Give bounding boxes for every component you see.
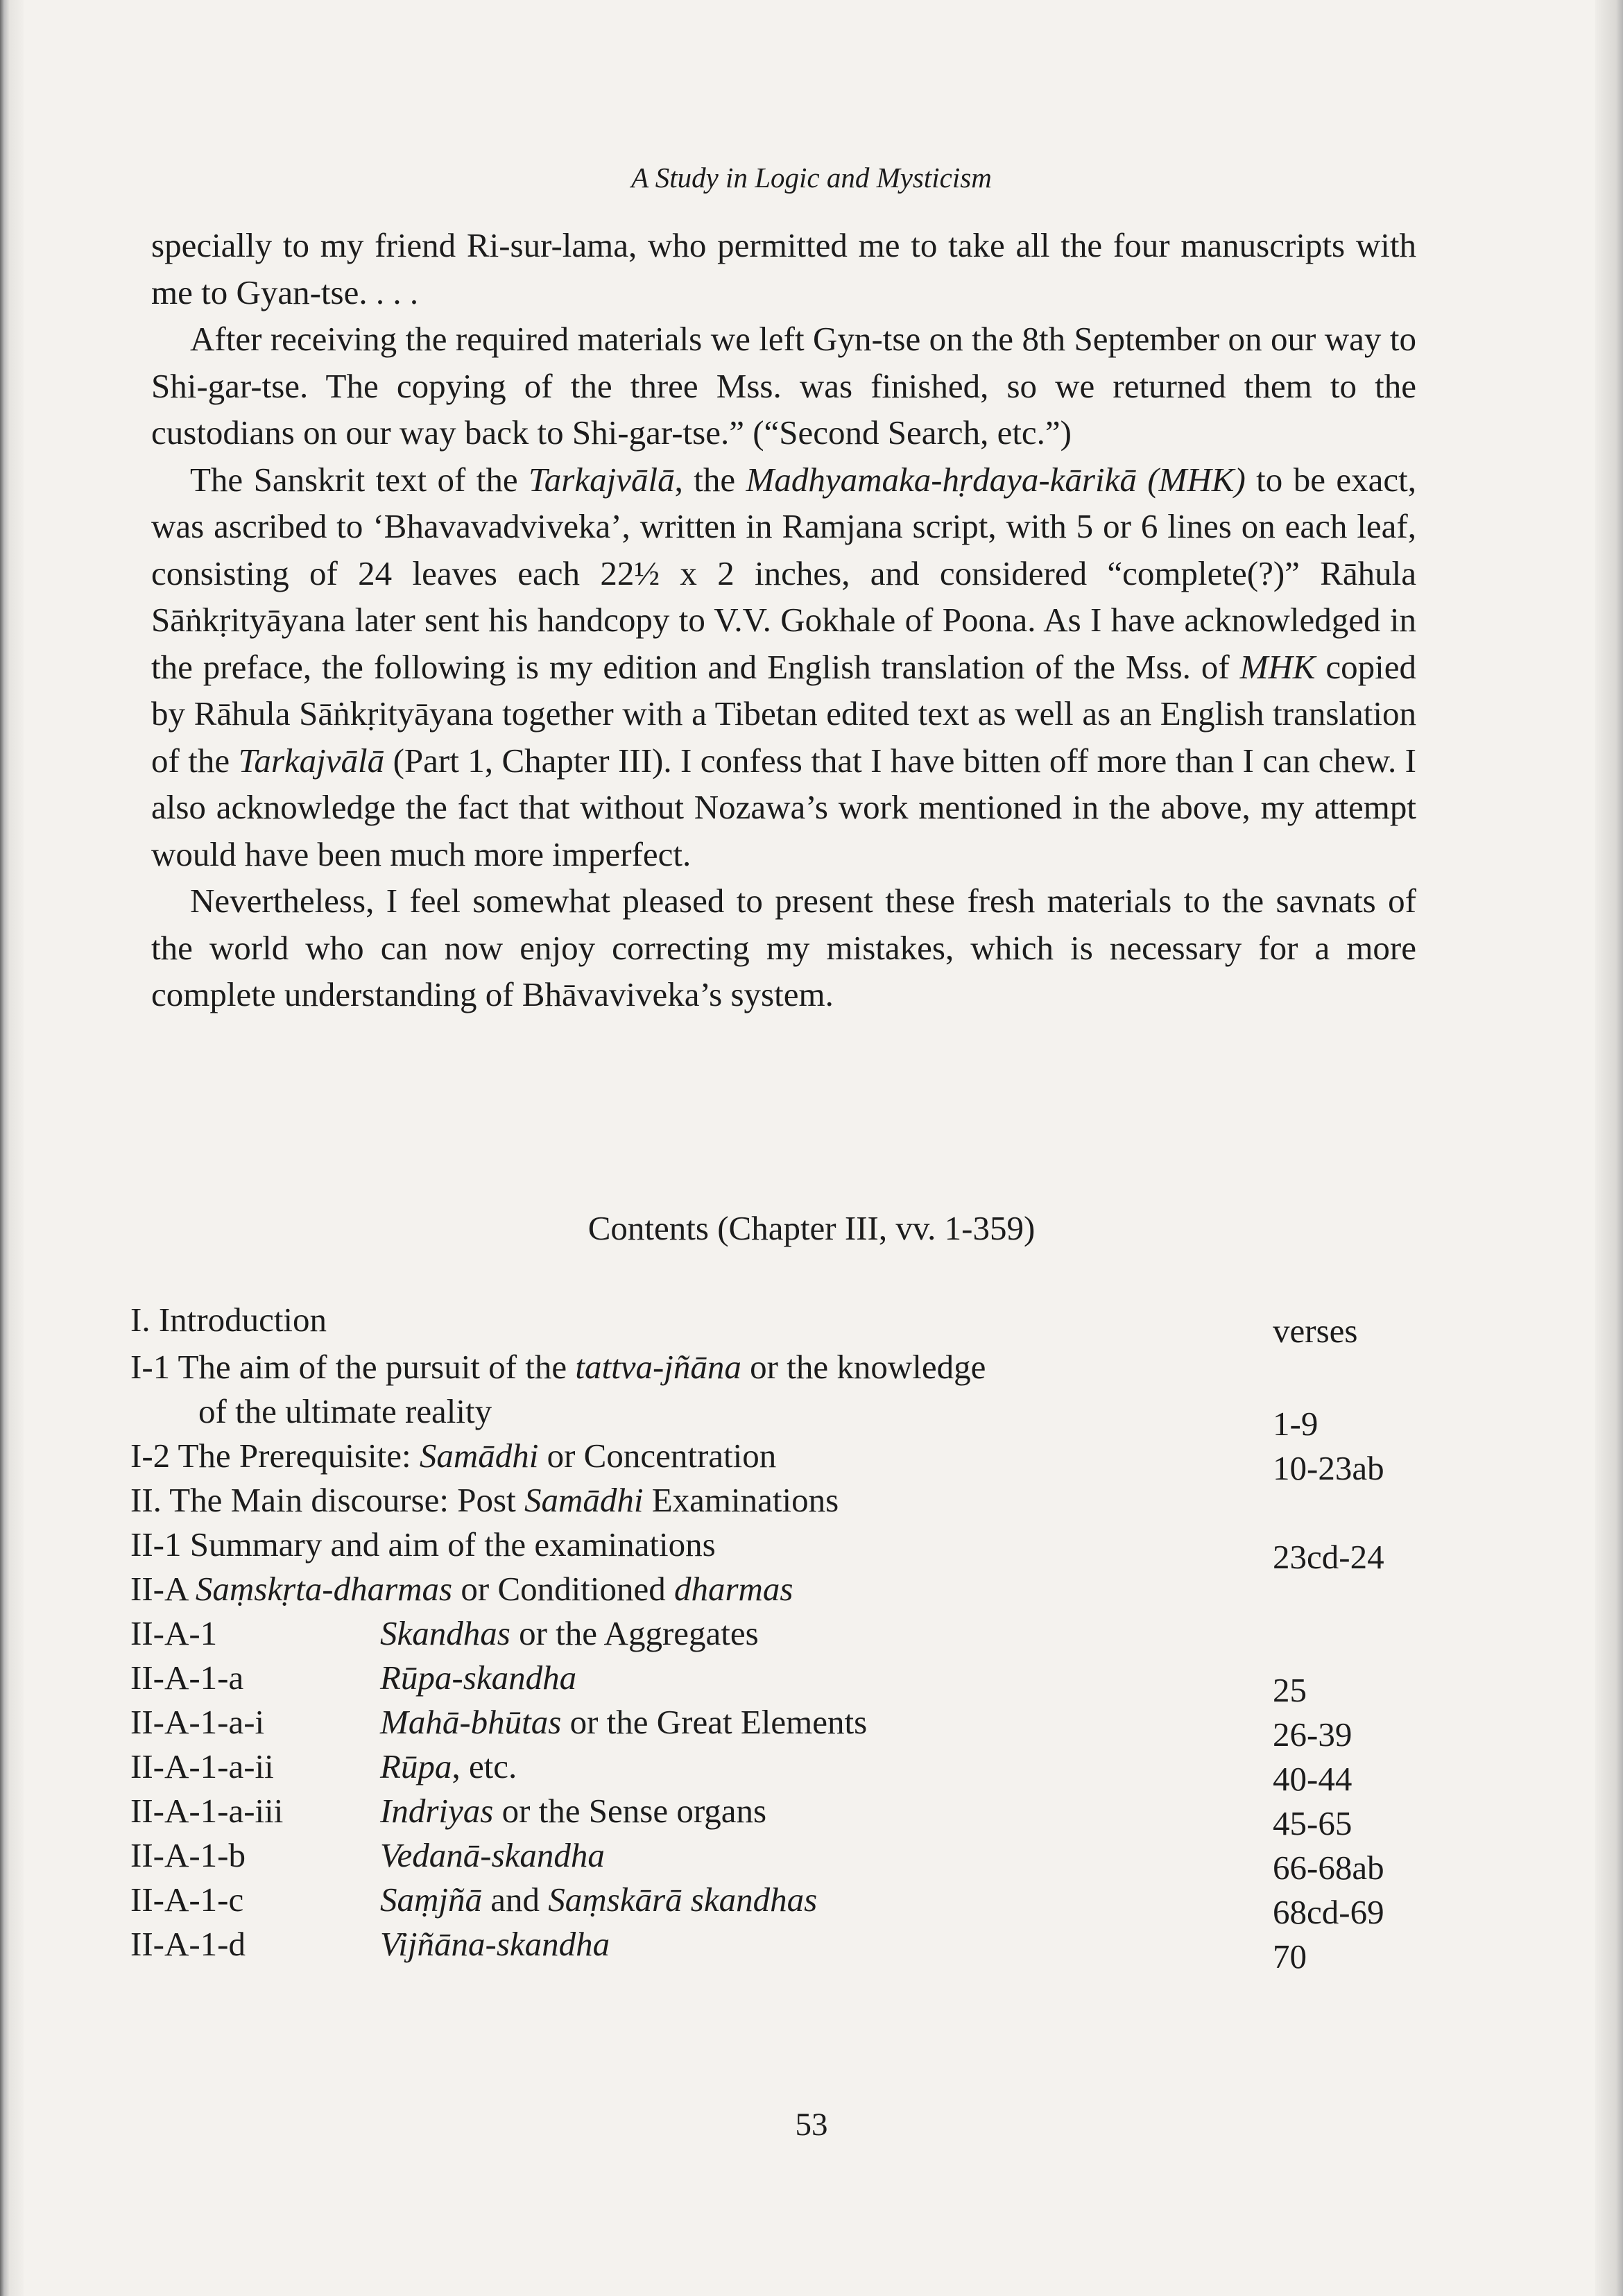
toc-entry xyxy=(130,1525,716,1564)
toc-section-title xyxy=(380,1658,576,1697)
toc-section-title xyxy=(380,1924,610,1964)
italic-text: Saṃskṛta-dharmas xyxy=(195,1570,453,1608)
italic-text: Rūpa-skandha xyxy=(380,1659,577,1697)
toc-section-number: II-A-1-c xyxy=(130,1881,244,1919)
toc-entry xyxy=(130,1569,793,1609)
toc-row xyxy=(130,1880,1434,1931)
text-run: Nevertheless, I feel somewhat pleased to present these fresh materials to the savnats of the world who can now enjoy correcting my mistakes, which is necessary for a more complete understanding of Bhāvaviveka’s system. xyxy=(151,882,1416,1013)
toc-verse-range: 40-44 xyxy=(1273,1760,1352,1798)
toc-entry xyxy=(130,1300,327,1339)
italic-text: Saṃskārā skandhas xyxy=(548,1881,818,1919)
text-run: or Concentration xyxy=(538,1437,777,1475)
paragraph xyxy=(151,316,1416,456)
text-run: , etc. xyxy=(452,1747,517,1785)
toc-row xyxy=(130,1480,1434,1527)
text-run: I-1 The aim of the pursuit of the xyxy=(130,1348,576,1386)
italic-text: Indriyas xyxy=(380,1792,494,1830)
text-run: or the Great Elements xyxy=(561,1703,868,1741)
toc-row xyxy=(130,1347,1434,1394)
italic-text: dharmas xyxy=(673,1570,793,1608)
toc-verse-range: 70 xyxy=(1273,1937,1307,1976)
text-run: to be exact, was ascribed to ‘Bhavavadviveka’, written in Ramjana script, with 5 or 6 lines on each leaf, consisting of 24 leaves each 22½ x 2 inches, and considered “complete(?)” Rāhula Sāṅkṛityāyana later sent his handcopy to V.V. Gokhale of Poona. As I have acknowledged in the preface, the following is my edition and English translation of the Mss. of xyxy=(151,460,1416,686)
paragraph xyxy=(151,877,1416,1018)
italic-text: Vijñāna-skandha xyxy=(380,1925,610,1963)
toc-section-number: II-A-1-a-iii xyxy=(130,1792,284,1830)
toc-verse-range: 26-39 xyxy=(1273,1715,1352,1754)
toc-row xyxy=(130,1436,1434,1487)
toc-entry xyxy=(130,1391,492,1431)
italic-text: Vedanā-skandha xyxy=(380,1836,605,1874)
toc-section-title xyxy=(380,1613,759,1653)
toc-verse-range: 45-65 xyxy=(1273,1804,1352,1842)
toc-row xyxy=(130,1391,1434,1443)
toc-row xyxy=(130,1525,1434,1576)
page-left-edge-shadow xyxy=(0,0,24,2296)
toc-verse-range: 66-68ab xyxy=(1273,1849,1384,1887)
italic-text: Samādhi xyxy=(419,1437,539,1475)
paragraph xyxy=(151,222,1416,316)
italic-text: MHK xyxy=(1239,647,1316,686)
italic-text: Skandhas xyxy=(380,1614,510,1652)
toc-section-title xyxy=(380,1791,766,1831)
italic-text: Mahā-bhūtas xyxy=(380,1703,562,1741)
toc-section-number: II-A-1-a-ii xyxy=(130,1747,274,1785)
toc-verse-range: 25 xyxy=(1273,1671,1307,1709)
toc-section-title xyxy=(380,1880,817,1919)
text-run: I. Introduction xyxy=(130,1301,327,1339)
text-run: or the knowledge xyxy=(741,1348,986,1386)
toc-entry xyxy=(130,1480,839,1520)
toc-section-title xyxy=(380,1747,517,1786)
toc-row xyxy=(130,1835,1434,1887)
text-run: or the Aggregates xyxy=(510,1614,759,1652)
verses-column-header: verses xyxy=(1273,1312,1358,1350)
toc-section-number: II-A-1-a xyxy=(130,1659,244,1697)
toc-section-number: II-A-1-d xyxy=(130,1925,246,1963)
toc-row xyxy=(130,1300,1434,1346)
toc-entry xyxy=(130,1436,776,1475)
toc-section-number: II-A-1 xyxy=(130,1614,218,1652)
toc-row xyxy=(130,1747,1434,1798)
toc-verse-range: 10-23ab xyxy=(1273,1449,1384,1487)
text-run: , the xyxy=(674,460,746,499)
italic-text: Samādhi xyxy=(524,1481,644,1519)
text-run: or the Sense organs xyxy=(493,1792,767,1830)
text-run: and xyxy=(482,1881,549,1919)
text-run: Examinations xyxy=(643,1481,839,1519)
text-run: specially to my friend Ri-sur-lama, who permitted me to take all the four manuscripts with me to Gyan-tse. . . . xyxy=(151,226,1416,311)
italic-text: tattva-jñāna xyxy=(575,1348,741,1386)
contents-title: Contents (Chapter III, vv. 1-359) xyxy=(587,1209,1036,1247)
text-run: After receiving the required materials we left Gyn-tse on the 8th September on our way to Shi-gar-tse. The copying of the three Mss. was finished, so we returned them to the custodians on our way back to Shi-gar-tse.” (“Second Search, etc.”) xyxy=(151,320,1416,452)
toc-verse-range: 1-9 xyxy=(1273,1405,1319,1443)
text-run: copied by Rāhula Sāṅkṛityāyana together with a Tibetan edited text as well as an English translation of the xyxy=(151,647,1416,780)
text-run: II-A xyxy=(130,1570,196,1608)
text-run: II-1 Summary and aim of the examinations xyxy=(130,1525,716,1563)
text-run: I-2 The Prerequisite: xyxy=(130,1437,420,1475)
page-number: 53 xyxy=(795,2107,828,2143)
toc-row xyxy=(130,1658,1434,1709)
toc-section-number: II-A-1-a-i xyxy=(130,1703,265,1741)
italic-text: Madhyamaka-hṛdaya-kārikā (MHK) xyxy=(746,460,1246,499)
toc-verse-range: 68cd-69 xyxy=(1273,1893,1384,1931)
toc-row xyxy=(130,1569,1434,1616)
running-head: A Study in Logic and Mysticism xyxy=(631,162,992,194)
italic-text: Saṃjñā xyxy=(380,1881,482,1919)
toc-section-title xyxy=(380,1702,867,1742)
text-run: of the ultimate reality xyxy=(130,1392,492,1430)
toc-verse-range: 23cd-24 xyxy=(1273,1538,1384,1576)
toc-row xyxy=(130,1791,1434,1842)
toc-entry xyxy=(130,1347,986,1387)
page-right-edge-shadow xyxy=(1595,0,1623,2296)
toc-section-title xyxy=(380,1835,605,1875)
text-run: (Part 1, Chapter III). I confess that I have bitten off more than I can chew. I also acknowledge the fact that without Nozawa’s work mentioned in the above, my attempt would have been much more imperfect. xyxy=(151,741,1416,873)
italic-text: Rūpa xyxy=(380,1747,452,1785)
body-text xyxy=(151,222,1416,1018)
italic-text: Tarkajvālā xyxy=(238,741,385,780)
toc-row xyxy=(130,1924,1434,1976)
text-run: II. The Main discourse: Post xyxy=(130,1481,524,1519)
toc-row xyxy=(130,1702,1434,1754)
text-run: The Sanskrit text of the xyxy=(190,460,529,499)
toc-row xyxy=(130,1613,1434,1660)
toc-section-number: II-A-1-b xyxy=(130,1836,246,1874)
paragraph xyxy=(151,456,1416,878)
text-run: or Conditioned xyxy=(452,1570,674,1608)
italic-text: Tarkajvālā xyxy=(529,460,675,499)
